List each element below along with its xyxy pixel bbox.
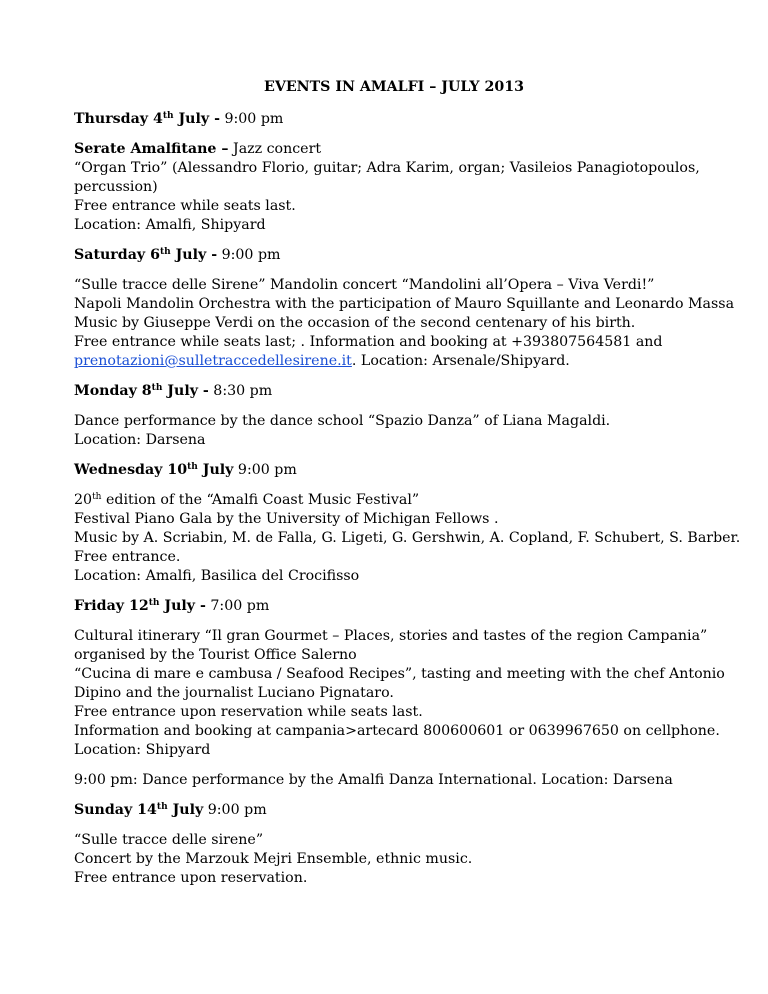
description-line: Free entrance upon reservation. [74,870,308,886]
event-day: Saturday 6 [74,247,160,263]
document-title: EVENTS IN AMALFI – JULY 2013 [264,79,524,95]
description-line: percussion) [74,179,158,195]
description-line: Cultural itinerary “Il gran Gourmet – Places, stories and tastes of the region Campania” [74,628,708,644]
event-list [74,110,741,888]
description-line [74,352,714,371]
event-description [74,276,735,371]
event-date [74,462,233,478]
event-day: Wednesday 10 [74,462,188,478]
event-month: July - [170,247,218,263]
event-time: 8:30 pm [208,383,273,399]
description-line: Dipino and the journalist Luciano Pignataro. [74,685,394,701]
event-description [74,491,741,586]
event-date [74,383,209,399]
description-line: Music by Giuseppe Verdi on the occasion of the second centenary of his birth. [74,315,636,331]
description-line: organised by the Tourist Office Salerno [74,647,357,663]
ordinal-suffix: th [162,111,174,121]
event-day: Sunday 14 [74,802,157,818]
event-month: July - [162,383,209,399]
event-block [74,597,725,790]
event-description [74,627,725,760]
event-time: 9:00 pm [219,111,284,127]
event-heading [74,382,714,401]
description-line: Free entrance while seats last; . Information and booking at +393807564581 and [74,334,663,350]
description-line: Location: Darsena [74,432,206,448]
event-day: Friday 12 [74,598,149,614]
event-heading [74,110,714,129]
event-heading [74,597,714,616]
event-month: July - [159,598,206,614]
event-description [74,412,714,450]
description-line: Napoli Mandolin Orchestra with the participation of Mauro Squillante and Leonardo Massa [74,296,735,312]
event-month: July - [173,111,220,127]
document-page [74,78,741,899]
event-description [74,140,714,235]
email-link[interactable]: prenotazioni@sulletraccedellesirene.it [74,353,352,369]
description-line: Location: Amalfi, Basilica del Crocifisso [74,568,360,584]
ordinal-suffix: th [156,802,168,812]
event-day: Monday 8 [74,383,152,399]
description-line: Free entrance upon reservation while seats last. [74,704,423,720]
event-date [74,598,206,614]
description-line: Location: Shipyard [74,742,211,758]
event-block [74,461,741,586]
event-heading [74,801,714,820]
event-time: 9:00 pm [203,802,267,818]
description-line: “Sulle tracce delle sirene” [74,832,264,848]
ordinal-suffix: th [159,247,171,257]
ordinal-suffix: th [187,462,198,472]
event-date [74,802,203,818]
additional-event: 9:00 pm: Dance performance by the Amalfi Danza International. Location: Darsena [74,772,673,788]
description-line [74,491,714,510]
description-line: Concert by the Marzouk Mejri Ensemble, ethnic music. [74,851,473,867]
event-block [74,382,714,450]
event-series-name: Serate Amalfitane – [74,141,229,157]
description-line: “Cucina di mare e cambusa / Seafood Recipes”, tasting and meeting with the chef Antonio [74,666,725,682]
event-block [74,110,714,235]
event-block [74,246,735,371]
event-description [74,831,714,888]
event-time: 7:00 pm [205,598,270,614]
event-date [74,247,217,263]
description-line: Dance performance by the dance school “Spazio Danza” of Liana Magaldi. [74,413,611,429]
event-month: July [167,802,204,818]
description-line: Free entrance while seats last. [74,198,296,214]
edition-number: 20 [74,492,93,508]
description-line: Music by A. Scriabin, M. de Falla, G. Ligeti, G. Gershwin, A. Copland, F. Schubert, S. Barber. [74,530,741,546]
description-text: . Location: Arsenale/Shipyard. [351,353,570,369]
event-time: 9:00 pm [217,247,281,263]
event-time: 9:00 pm [233,462,297,478]
description-text: Jazz concert [228,141,322,157]
event-heading [74,246,714,265]
description-line [74,140,714,159]
ordinal-suffix: th [151,383,163,393]
description-line: “Sulle tracce delle Sirene” Mandolin concert “Mandolini all’Opera – Viva Verdi!” [74,277,655,293]
event-month: July [197,462,234,478]
event-heading [74,461,714,480]
event-block [74,801,714,888]
description-text: edition of the “Amalfi Coast Music Festival” [101,492,420,508]
description-line: Information and booking at campania>artecard 800600601 or 0639967650 on cellphone. [74,723,720,739]
description-line: Location: Amalfi, Shipyard [74,217,266,233]
ordinal-suffix: th [92,492,102,502]
event-day: Thursday 4 [74,111,163,127]
description-line: Free entrance. [74,549,181,565]
ordinal-suffix: th [148,598,160,608]
description-line: “Organ Trio” (Alessandro Florio, guitar; Adra Karim, organ; Vasileios Panagiotopoulos, [74,160,700,176]
event-date [74,111,220,127]
description-line: Festival Piano Gala by the University of Michigan Fellows . [74,511,499,527]
